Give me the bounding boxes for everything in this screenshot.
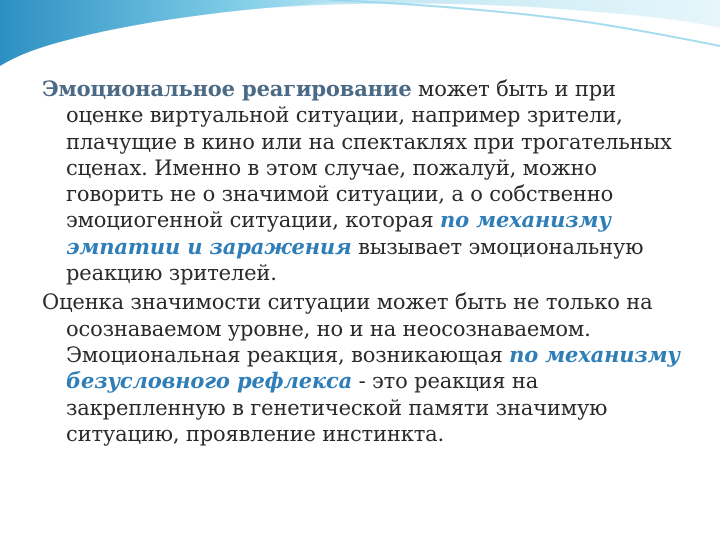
paragraph2-text-end: - это реакция на закрепленную в генетической памяти значимую ситуацию, проявление инстинкта.: [66, 369, 608, 446]
paragraph1-text-start: может быть и при оценке виртуальной ситуации, например зрители, плачущие в кино или на спектаклях при трогательных сценах. Именно в этом случае, пожалуй, можно говорить не о значимой ситуации, а о собственно эмоциогенной ситуации, которая: [66, 77, 672, 233]
paragraph2-text-start: Оценка значимости ситуации может быть не только на осознаваемом уровне, но и на неосознаваемом. Эмоциональная реакция, возникающая: [42, 290, 653, 367]
paragraph-emotional-response: [42, 76, 692, 286]
slide-body: [42, 76, 692, 450]
paragraph1-text-end: вызывает эмоциональную реакцию зрителей.: [66, 234, 644, 286]
highlight-reflex-mechanism: по механизму безусловного рефлекса: [66, 341, 680, 394]
paragraph-significance-assessment: [42, 289, 692, 447]
term-emotional-response: Эмоциональное реагирование: [42, 76, 412, 101]
highlight-empathy-mechanism: по механизму эмпатии и заражения: [66, 207, 611, 259]
